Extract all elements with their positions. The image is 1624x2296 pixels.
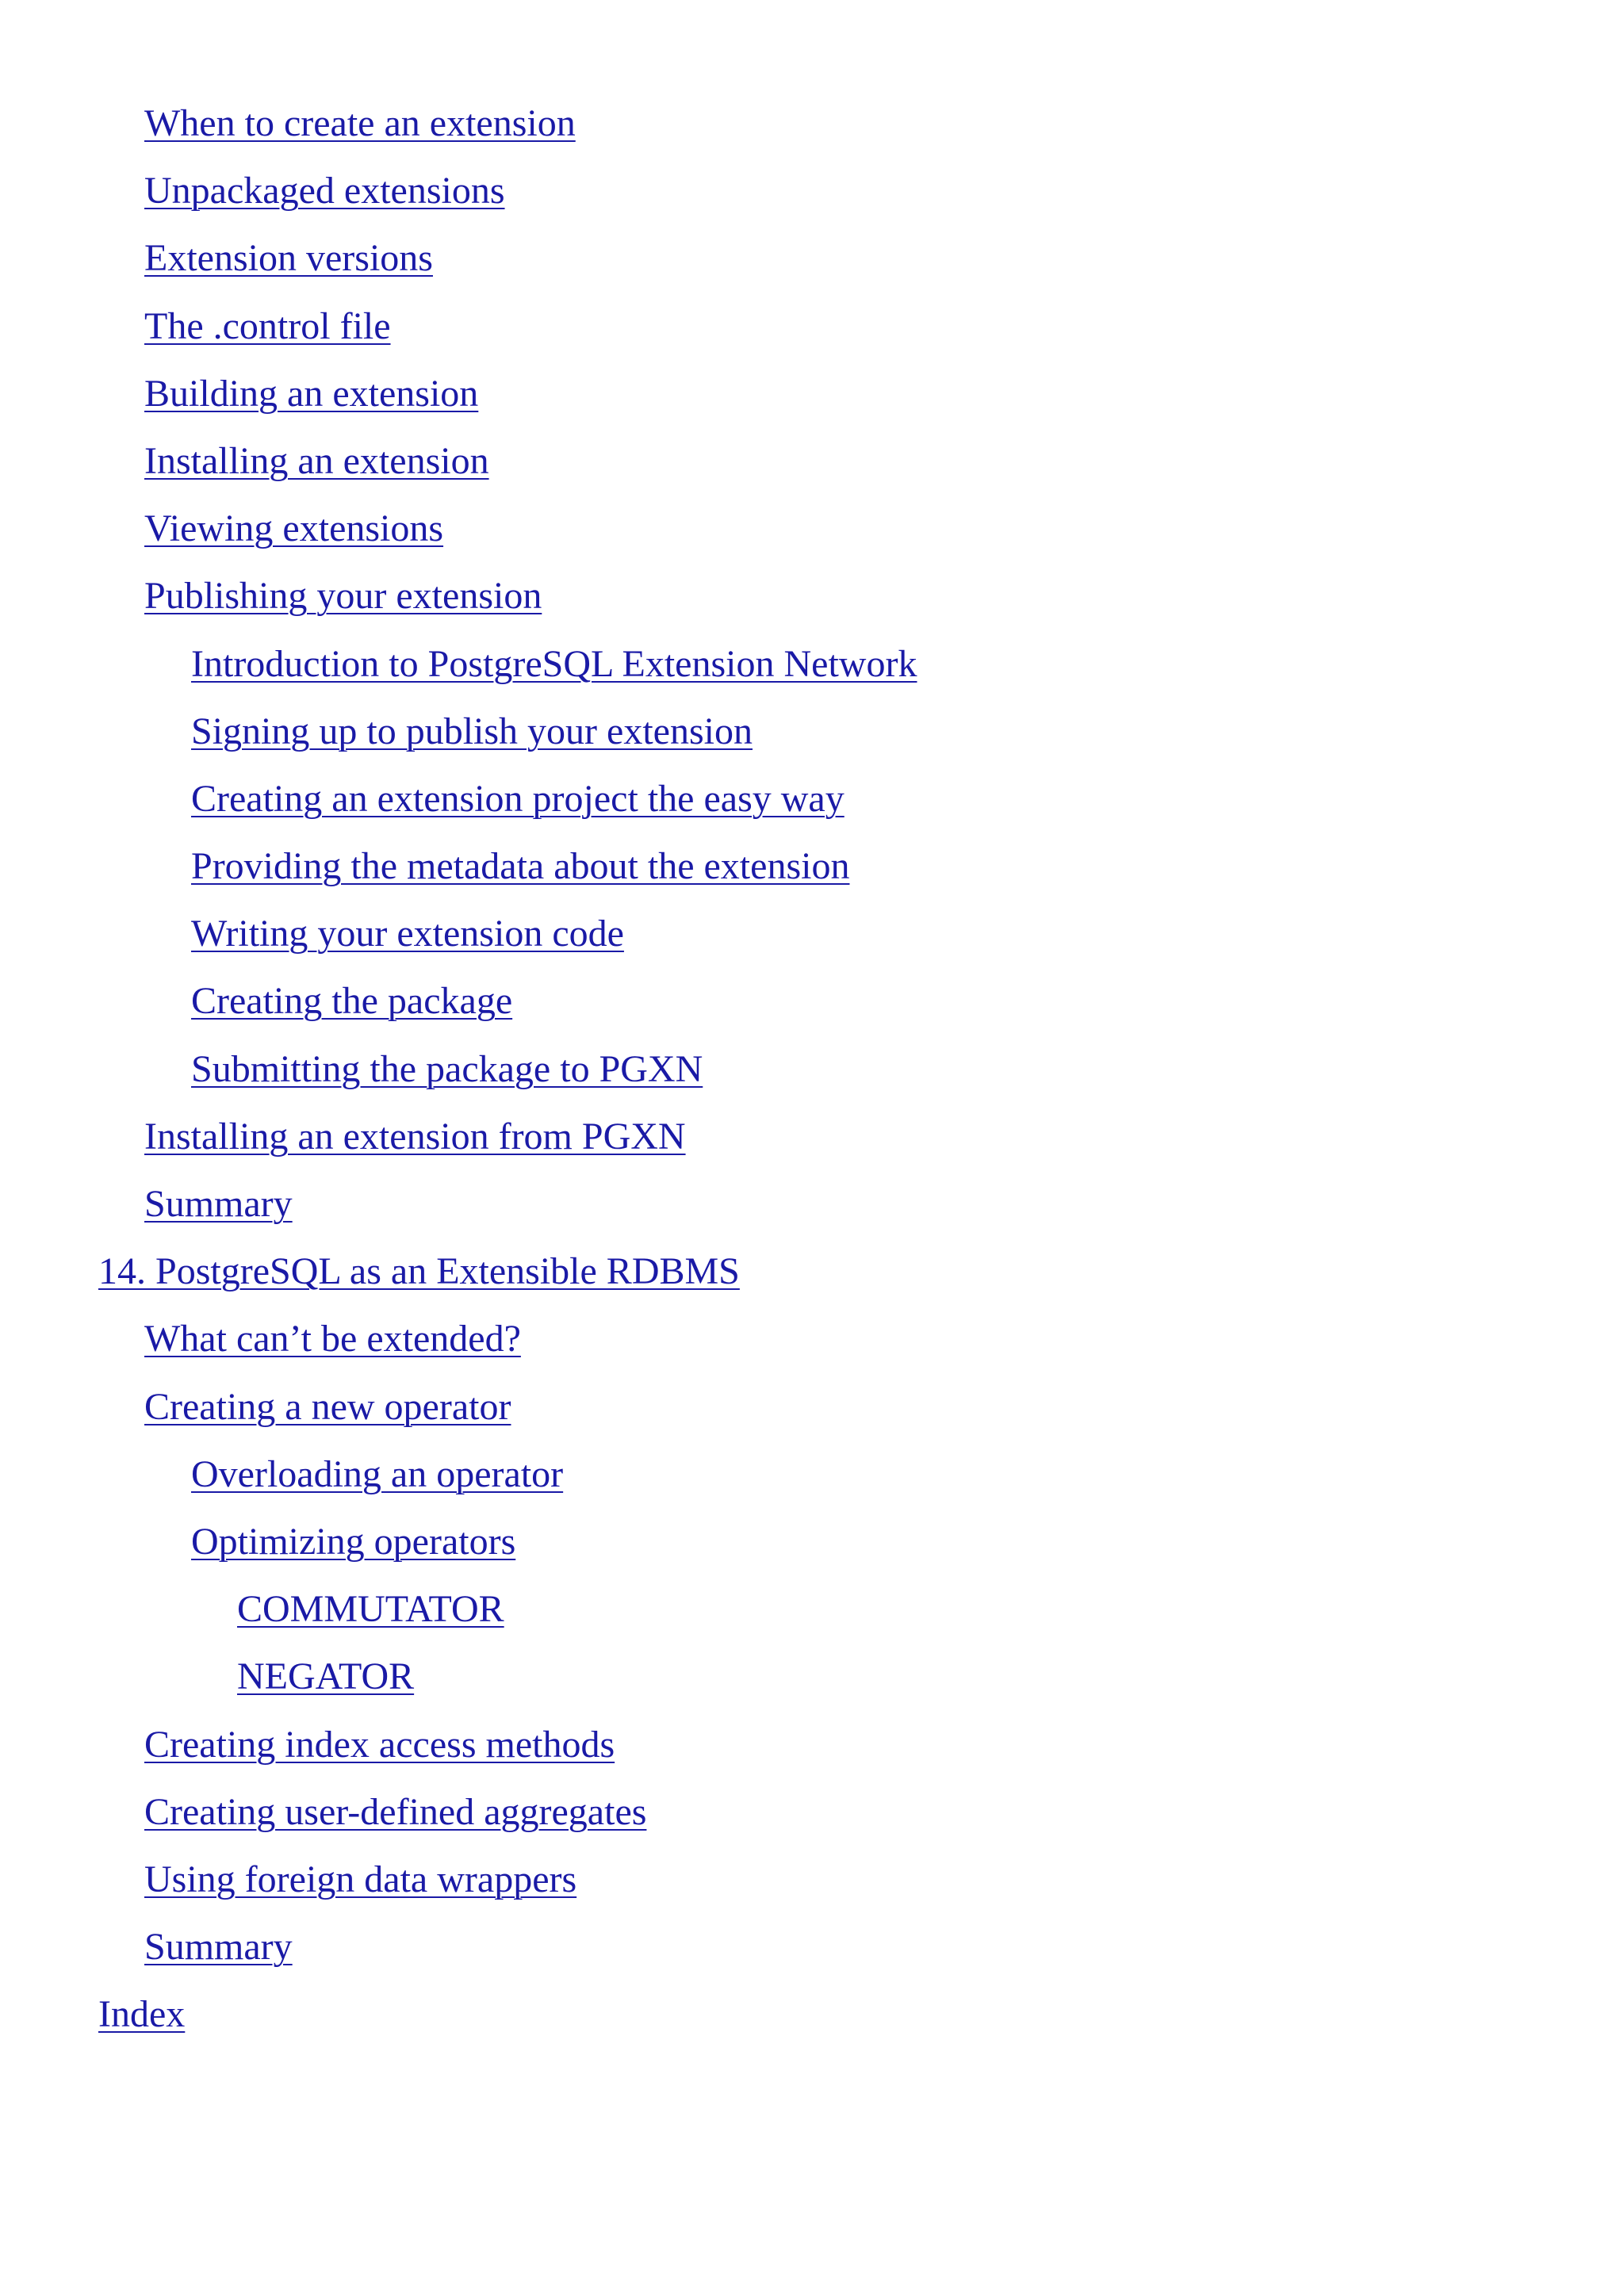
toc-entry — [0, 1238, 1624, 1305]
toc-link[interactable]: Using foreign data wrappers — [144, 1858, 577, 1900]
toc-entry — [0, 1441, 1624, 1508]
toc-link[interactable]: Building an extension — [144, 372, 479, 415]
toc-entry — [0, 360, 1624, 427]
toc-link[interactable]: Creating the package — [191, 980, 513, 1023]
toc-entry — [0, 90, 1624, 157]
toc-entry — [0, 157, 1624, 224]
toc-entry — [0, 293, 1624, 360]
toc-link[interactable]: Summary — [144, 1183, 293, 1225]
toc-entry — [0, 1305, 1624, 1372]
toc-link[interactable]: Writing your extension code — [191, 913, 624, 955]
toc-entry — [0, 1035, 1624, 1103]
toc-link[interactable]: Optimizing operators — [191, 1520, 516, 1563]
toc-link[interactable]: Viewing extensions — [144, 507, 444, 550]
toc-link[interactable]: The .control file — [144, 304, 391, 347]
toc-entry — [0, 900, 1624, 967]
toc-entry — [0, 832, 1624, 900]
toc-entry — [0, 1103, 1624, 1170]
toc-entry — [0, 1373, 1624, 1441]
toc-entry — [0, 1575, 1624, 1643]
toc-link[interactable]: Creating index access methods — [144, 1723, 615, 1766]
toc-link[interactable]: 14. PostgreSQL as an Extensible RDBMS — [98, 1250, 740, 1293]
toc-link[interactable]: Overloading an operator — [191, 1452, 564, 1495]
toc-entry — [0, 1711, 1624, 1778]
toc-entry — [0, 1846, 1624, 1913]
toc-link[interactable]: What can’t be extended? — [144, 1318, 521, 1360]
toc-entry — [0, 1980, 1624, 2048]
toc-entry — [0, 1170, 1624, 1238]
toc-link[interactable]: COMMUTATOR — [237, 1588, 504, 1631]
toc-link[interactable]: Creating a new operator — [144, 1385, 511, 1428]
toc-link[interactable]: Introduction to PostgreSQL Extension Network — [191, 642, 917, 685]
toc-link[interactable]: Unpackaged extensions — [144, 170, 505, 212]
toc-entry — [0, 495, 1624, 562]
toc-link[interactable]: Installing an extension from PGXN — [144, 1115, 686, 1158]
toc-entry — [0, 562, 1624, 629]
toc-link[interactable]: Installing an extension — [144, 439, 489, 482]
toc-entry — [0, 698, 1624, 765]
table-of-contents — [0, 90, 1624, 2048]
toc-entry — [0, 427, 1624, 495]
toc-link[interactable]: Summary — [144, 1926, 293, 1969]
toc-link[interactable]: Signing up to publish your extension — [191, 710, 753, 752]
toc-link[interactable]: When to create an extension — [144, 102, 576, 144]
toc-link[interactable]: Creating an extension project the easy way — [191, 777, 845, 820]
toc-link[interactable]: Extension versions — [144, 237, 433, 280]
toc-link[interactable]: Creating user-defined aggregates — [144, 1790, 647, 1833]
toc-link[interactable]: Providing the metadata about the extension — [191, 845, 850, 888]
toc-entry — [0, 1778, 1624, 1846]
toc-link[interactable]: Publishing your extension — [144, 575, 542, 618]
toc-entry — [0, 967, 1624, 1035]
toc-link[interactable]: Index — [98, 1993, 186, 2036]
toc-link[interactable]: NEGATOR — [237, 1655, 415, 1698]
toc-link[interactable]: Submitting the package to PGXN — [191, 1047, 703, 1090]
toc-entry — [0, 1913, 1624, 1980]
toc-entry — [0, 630, 1624, 698]
toc-entry — [0, 765, 1624, 832]
toc-entry — [0, 224, 1624, 292]
toc-entry — [0, 1643, 1624, 1710]
toc-entry — [0, 1508, 1624, 1575]
